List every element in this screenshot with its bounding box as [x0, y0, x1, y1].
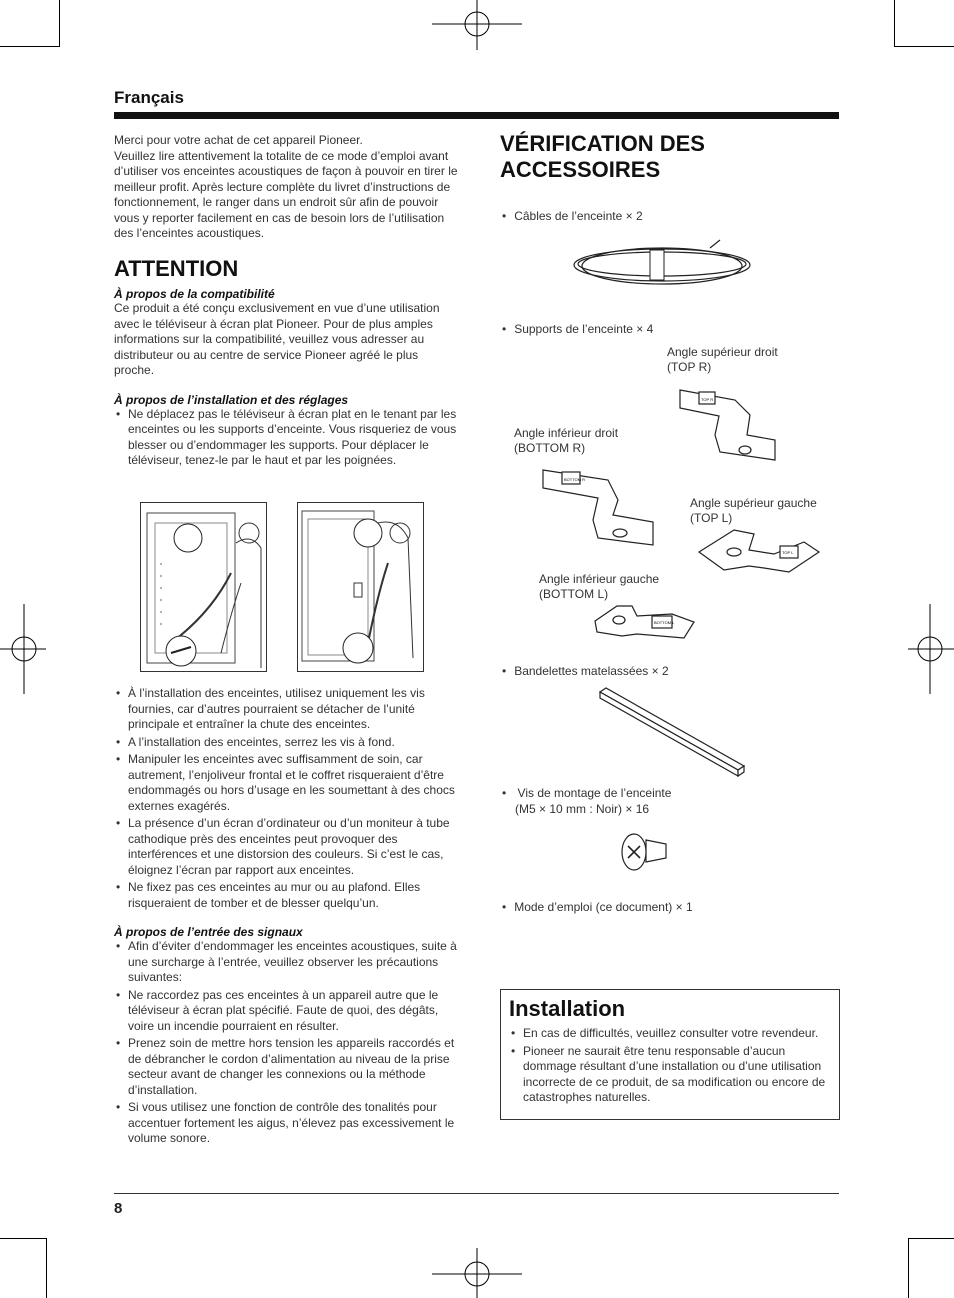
bracket-stamp-top-r: TOP R — [701, 397, 714, 402]
list-item: • Ne fixez pas ces enceintes au mur ou au plafond. Elles risqueraient de tomber et de blesser quelqu’un. — [114, 880, 459, 911]
bracket-stamp-bottom-l: BOTTOM L — [654, 620, 675, 625]
bracket-bottom-r — [538, 460, 663, 555]
acc-supports: • Supports de l’enceinte × 4 — [502, 322, 653, 336]
illustration-wrong-handling — [140, 502, 267, 672]
verification-title-line2: ACCESSOIRES — [500, 157, 661, 182]
list-item: • Ne déplacez pas le téléviseur à écran plat en le tenant par les enceintes ou les supports d’enceinte. Vous risqueriez de vous blesser ou d’endommager les supports. Pour déplacer le téléviseur, tenez-le par le haut et par les poignées. — [114, 407, 459, 469]
label-top-r-line1: Angle supérieur droit — [667, 345, 778, 359]
page-number: 8 — [114, 1200, 123, 1217]
bracket-bottom-l — [592, 596, 702, 646]
label-top-r-line2: (TOP R) — [667, 360, 712, 374]
label-top-l-line2: (TOP L) — [690, 511, 733, 525]
acc-screws-line2: (M5 × 10 mm : Noir) × 16 — [515, 802, 650, 816]
intro-line2: Veuillez lire attentivement la totalite de ce mode d’emploi avant d’utiliser vos enceintes acoustiques de façon à pouvoir en tirer le meilleur profit. Après lecture complète du livret d’instructions de fonctionnement, le ranger dans un endroit sûr afin de pouvoir vous y reporter facilement en cas de besoin lors de l’utilisation des l’enceintes acoustiques. — [114, 148, 458, 240]
bracket-stamp-bottom-r: BOTTOM R — [564, 477, 586, 482]
installation-list — [509, 1026, 833, 1106]
list-item: • Manipuler les enceintes avec suffisamment de soin, car autrement, l’enjoliveur frontal et le coffret risqueraient d’être endommagés ou hors d’usage en les soumettant à des chocs externes exagérés. — [114, 752, 459, 814]
label-top-r — [667, 345, 778, 375]
label-bottom-r — [514, 426, 618, 456]
signal-list — [114, 939, 459, 1147]
install-list-1 — [114, 407, 459, 469]
install-continued — [114, 686, 459, 1149]
language-heading: Français — [114, 88, 184, 107]
list-item: • Si vous utilisez une fonction de contrôle des tonalités pour accentuer fortement les aigus, n’élevez pas excessivement le volume sonore. — [114, 1100, 459, 1147]
installation-box — [500, 989, 840, 1120]
label-bottom-r-line1: Angle inférieur droit — [514, 426, 619, 440]
list-item: • À l’installation des enceintes, utilisez uniquement les vis fournies, car d’autres pourraient se détacher de l’unité principale et entraîner la chute des enceintes. — [114, 686, 459, 733]
acc-screws-line1: Vis de montage de l’enceinte — [517, 786, 672, 800]
intro-text — [114, 133, 459, 242]
bracket-top-r — [675, 380, 785, 470]
signal-heading: À propos de l’entrée des signaux — [114, 925, 303, 939]
list-item: • Afin d’éviter d’endommager les enceintes acoustiques, suite à une surcharge à l’entrée, veuillez observer les précautions suivantes: — [114, 939, 459, 986]
compat-text: Ce produit a été conçu exclusivement en vue d’une utilisation avec le téléviseur à écran plat Pioneer. Pour de plus amples informations sur la compatibilité, veuillez vous adresser au distributeur ou au centre de service Pioneer agréé le plus proche. — [114, 301, 440, 377]
compat-heading: À propos de la compatibilité — [114, 287, 275, 301]
attention-title: ATTENTION — [114, 256, 239, 281]
bracket-stamp-top-l: TOP L — [782, 550, 794, 555]
install-list-2 — [114, 686, 459, 911]
label-bottom-r-line2: (BOTTOM R) — [514, 441, 586, 455]
intro-line1: Merci pour votre achat de cet appareil Pioneer. — [114, 133, 363, 147]
verification-title — [500, 131, 840, 183]
pad-illustration — [598, 686, 746, 778]
bracket-top-l — [694, 522, 824, 577]
list-item: • Ne raccordez pas ces enceintes à un appareil autre que le téléviseur à écran plat spécifié. Faute de quoi, des dégâts, voire un incendie pourraient en résulter. — [114, 988, 459, 1035]
label-bottom-l-line2: (BOTTOM L) — [539, 587, 609, 601]
list-item: • Prenez soin de mettre hors tension les appareils raccordés et de débrancher le cordon d’alimentation au niveau de la prise secteur avant de changer les connexions ou la méthode d’installation. — [114, 1036, 459, 1098]
acc-manual: • Mode d’emploi (ce document) × 1 — [502, 900, 693, 914]
acc-screws — [502, 785, 671, 817]
installation-title: Installation — [509, 996, 626, 1021]
label-top-l-line1: Angle supérieur gauche — [690, 496, 817, 510]
list-item: • En cas de difficultés, veuillez consulter votre revendeur. — [509, 1026, 833, 1042]
cable-illustration — [570, 238, 760, 290]
header-bar — [114, 112, 839, 119]
list-item: • Pioneer ne saurait être tenu responsable d’aucun dommage résultant d’une installation ou d’une utilisation incorrecte de ce produit, de sa modification ou encore de catastrophes naturelles. — [509, 1044, 833, 1106]
attention-section — [114, 256, 459, 471]
acc-cables: • Câbles de l’enceinte × 2 — [502, 209, 643, 223]
install-heading: À propos de l’installation et des réglages — [114, 392, 349, 407]
label-bottom-l-line1: Angle inférieur gauche — [539, 572, 660, 586]
footer-rule — [114, 1193, 839, 1194]
acc-pads: • Bandelettes matelassées × 2 — [502, 664, 669, 678]
list-item: • A l’installation des enceintes, serrez les vis à fond. — [114, 735, 459, 751]
screw-illustration — [618, 830, 672, 874]
verification-title-line1: VÉRIFICATION DES — [500, 131, 705, 156]
list-item: • La présence d’un écran d’ordinateur ou d’un moniteur à tube cathodique près des enceintes peut provoquer des interférences et une distorsion des couleurs. Si c’est le cas, éloignez l’écran par rapport aux enceintes. — [114, 816, 459, 878]
illustration-correct-handling — [297, 502, 424, 672]
